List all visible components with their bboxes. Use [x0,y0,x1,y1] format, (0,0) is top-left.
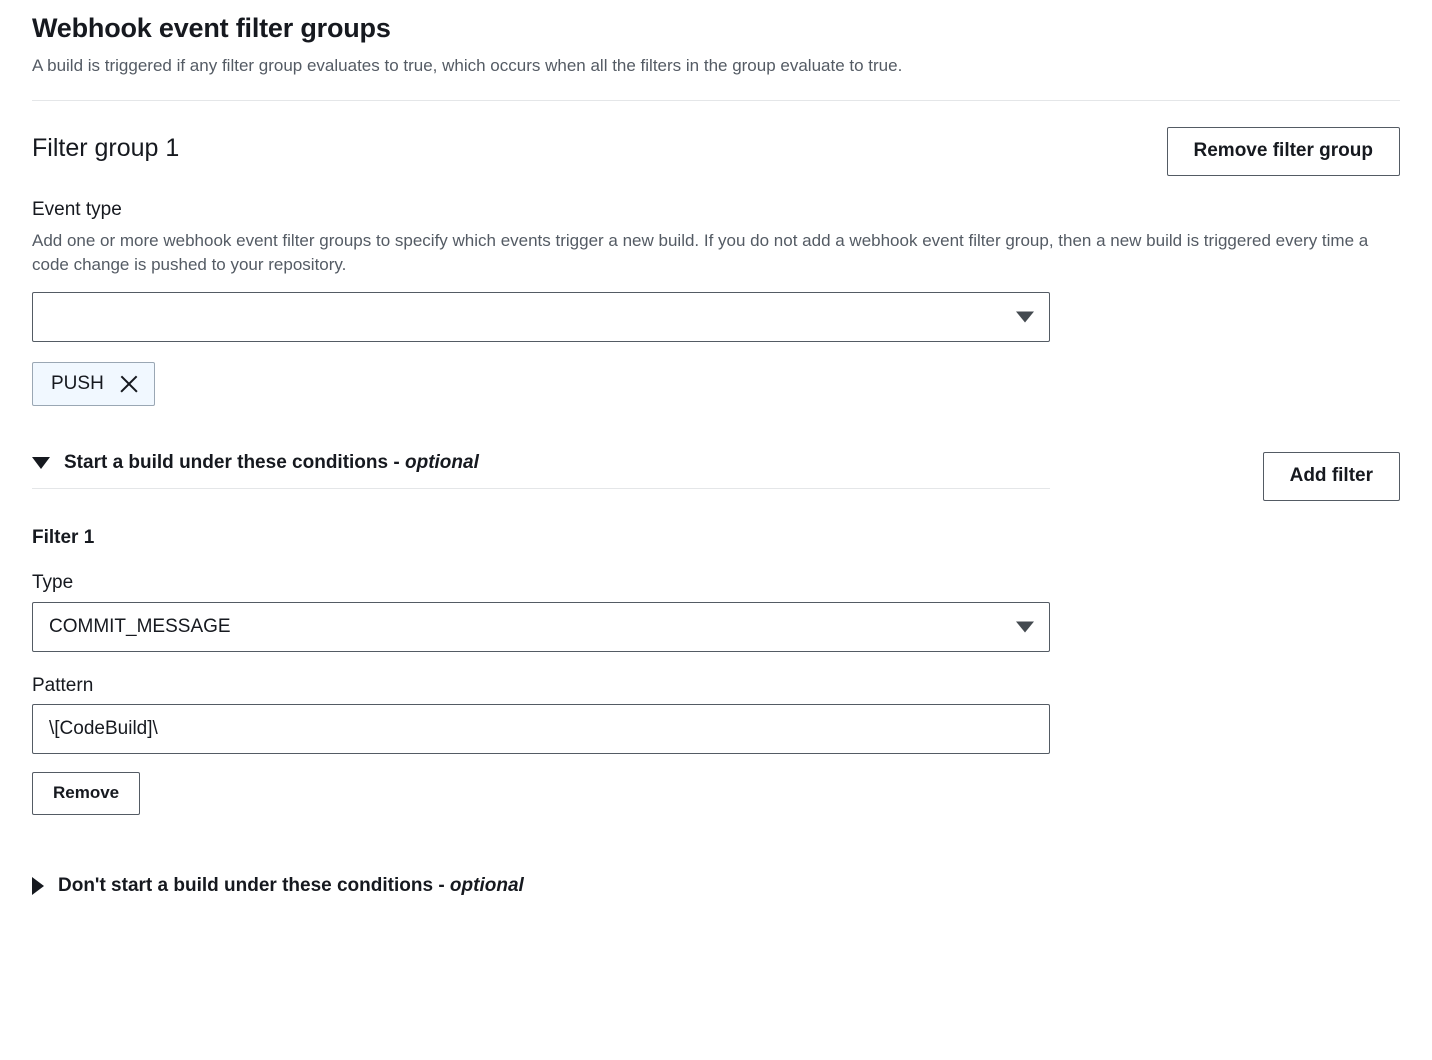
event-type-select-wrapper [32,292,1050,342]
event-type-token-list [32,362,1400,406]
event-type-help: Add one or more webhook event filter groups to specify which events trigger a new build. If you do not add a webhook event filter group, then a new build is triggered every time a code change is pushed to your repository. [32,230,1369,275]
filter-1-type-select[interactable]: COMMIT_MESSAGE [32,602,1050,652]
start-conditions-toggle[interactable] [32,452,1050,489]
dont-start-conditions-toggle[interactable] [32,875,1400,897]
close-icon[interactable] [118,373,140,395]
filter-1-type-label: Type [32,571,74,593]
page-title: Webhook event filter groups [32,13,391,43]
remove-filter-button[interactable]: Remove [32,772,140,815]
add-filter-button[interactable]: Add filter [1263,452,1400,501]
event-type-token[interactable] [32,362,155,406]
page-header [32,0,1400,101]
filter-1 [32,527,1400,815]
event-type-token-label: PUSH [51,373,104,395]
filter-1-title: Filter 1 [32,526,95,548]
triangle-down-icon [32,457,50,469]
filter-1-type-select-wrapper [32,602,1050,652]
dont-start-conditions-label-text: Don't start a build under these conditions - [58,875,450,896]
event-type-select[interactable] [32,292,1050,342]
remove-filter-group-button[interactable]: Remove filter group [1167,127,1400,176]
triangle-right-icon [32,877,44,895]
dont-start-conditions-optional-text: optional [449,875,524,896]
event-type-label: Event type [32,199,122,221]
filter-1-remove-wrapper [32,772,1400,815]
start-conditions-label-text: Start a build under these conditions - [64,452,405,474]
start-conditions-optional-text: optional [404,452,479,474]
filter-1-pattern-input[interactable] [32,704,1050,754]
start-conditions-label [64,452,479,474]
filter-group-1 [32,101,1400,897]
dont-start-conditions-label [58,875,524,897]
filter-group-title: Filter group 1 [32,134,180,163]
filter-1-pattern-label: Pattern [32,674,94,696]
page-description: A build is triggered if any filter group evaluates to true, which occurs when all the filters in the group evaluate to true. [32,56,903,76]
filter-group-header [32,127,1400,176]
start-conditions-header [32,452,1400,501]
